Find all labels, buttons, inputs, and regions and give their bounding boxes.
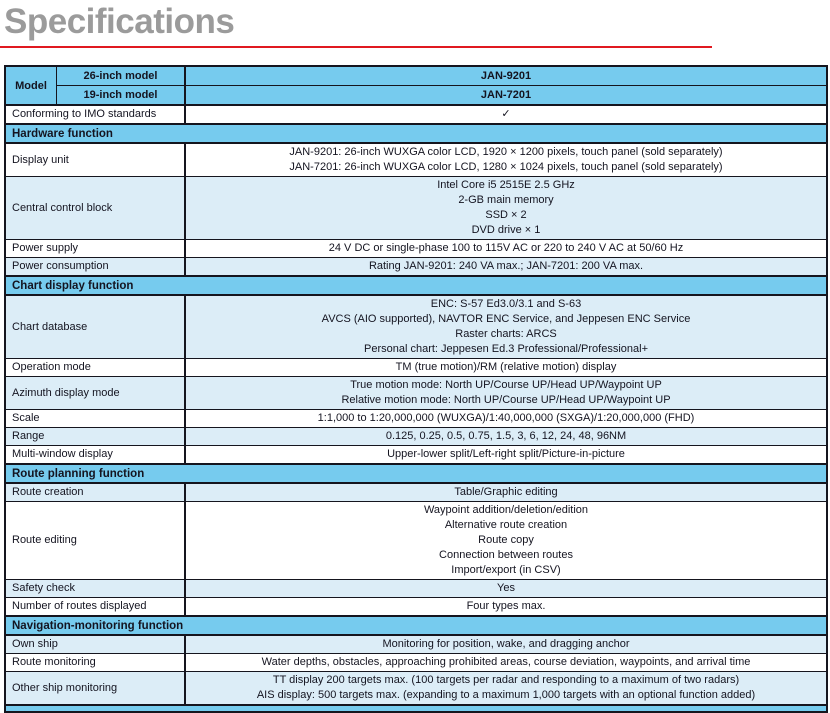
spec-value-cell (186, 258, 826, 275)
spec-table (4, 65, 828, 713)
spec-value-cell (186, 106, 826, 123)
spec-value-cell (186, 654, 826, 671)
spec-value-line: JAN-9201: 26-inch WUXGA color LCD, 1920 × 1200 pixels, touch panel (sold separately) (289, 146, 723, 158)
page-title: Specifications (4, 2, 235, 41)
spec-value-line: TT display 200 targets max. (100 targets per radar and responding to a maximum of two radars) (272, 674, 740, 686)
spec-value-cell (186, 598, 826, 615)
spec-value-line: Personal chart: Jeppesen Ed.3 Professional/Professional+ (363, 343, 649, 355)
model-header-rows (57, 67, 826, 104)
spec-value-line: 24 V DC or single-phase 100 to 115V AC or 220 to 240 V AC at 50/60 Hz (328, 242, 684, 254)
spec-value-cell (186, 672, 826, 704)
spec-row (6, 653, 826, 671)
spec-value-cell (186, 377, 826, 409)
spec-value-line: DVD drive × 1 (471, 224, 541, 236)
spec-label-cell: Range (6, 428, 186, 445)
spec-label-cell: Azimuth display mode (6, 377, 186, 409)
spec-value-cell (186, 144, 826, 176)
spec-value-cell (186, 240, 826, 257)
spec-value-line: Table/Graphic editing (454, 486, 558, 498)
spec-value-line: Yes (497, 582, 515, 594)
spec-value-cell (186, 484, 826, 501)
spec-row (6, 239, 826, 257)
spec-row (6, 376, 826, 409)
red-divider (0, 46, 712, 48)
spec-value-line: Intel Core i5 2515E 2.5 GHz (437, 179, 575, 191)
spec-label-cell: Safety check (6, 580, 186, 597)
spec-row (6, 427, 826, 445)
spec-label-cell: Own ship (6, 636, 186, 653)
spec-value-cell (186, 296, 826, 358)
spec-table-body (6, 106, 826, 711)
spec-row (6, 597, 826, 615)
spec-label-cell: Route editing (6, 502, 186, 579)
spec-value-line: Rating JAN-9201: 240 VA max.; JAN-7201: 200 VA max. (368, 260, 644, 272)
spec-row (6, 484, 826, 501)
spec-row (6, 176, 826, 239)
spec-value-line: JAN-7201: 26-inch WUXGA color LCD, 1280 × 1024 pixels, touch panel (sold separately) (289, 161, 723, 173)
spec-label-cell: Power consumption (6, 258, 186, 275)
spec-value-line: Import/export (in CSV) (451, 564, 561, 576)
spec-value-line: SSD × 2 (485, 209, 527, 221)
section-header: Route planning function (6, 463, 826, 484)
spec-value-cell (186, 428, 826, 445)
spec-label-cell: Operation mode (6, 359, 186, 376)
spec-value-line: Monitoring for position, wake, and dragging anchor (382, 638, 630, 650)
spec-value-line: Raster charts: ARCS (455, 328, 557, 340)
spec-value-cell (186, 177, 826, 239)
section-header-partial (6, 704, 826, 711)
model-size-label-19: 19-inch model (57, 86, 186, 104)
spec-value-line: Connection between routes (439, 549, 573, 561)
spec-value-line: 0.125, 0.25, 0.5, 0.75, 1.5, 3, 6, 12, 24, 48, 96NM (385, 430, 627, 442)
spec-value-line: Four types max. (466, 600, 546, 612)
spec-label-cell: Scale (6, 410, 186, 427)
spec-value-cell (186, 410, 826, 427)
spec-row (6, 636, 826, 653)
spec-value-line: Waypoint addition/deletion/edition (423, 504, 589, 516)
spec-row (6, 257, 826, 275)
spec-value-line: True motion mode: North UP/Course UP/Head UP/Waypoint UP (350, 379, 662, 391)
spec-value-line: TM (true motion)/RM (relative motion) display (395, 361, 617, 373)
spec-value-cell (186, 502, 826, 579)
spec-row (6, 671, 826, 704)
spec-value-line: Relative motion mode: North UP/Course UP/Head UP/Waypoint UP (341, 394, 671, 406)
spec-label-cell: Display unit (6, 144, 186, 176)
spec-value-cell (186, 359, 826, 376)
spec-row (6, 296, 826, 358)
spec-value-line: Upper-lower split/Left-right split/Picture-in-picture (387, 448, 625, 460)
model-row-19inch (57, 85, 826, 104)
section-header: Hardware function (6, 123, 826, 144)
spec-row (6, 501, 826, 579)
spec-label-cell: Power supply (6, 240, 186, 257)
spec-value-line: ENC: S-57 Ed3.0/3.1 and S-63 (430, 298, 582, 310)
model-value-jan7201: JAN-7201 (480, 89, 532, 101)
spec-value-line: AIS display: 500 targets max. (expanding to a maximum 1,000 targets with an optional function added) (256, 689, 756, 701)
model-value-jan9201: JAN-9201 (480, 70, 532, 82)
spec-value-cell (186, 580, 826, 597)
spec-label-cell: Route monitoring (6, 654, 186, 671)
spec-value-line: 1:1,000 to 1:20,000,000 (WUXGA)/1:40,000,000 (SXGA)/1:20,000,000 (FHD) (317, 412, 695, 424)
spec-row (6, 445, 826, 463)
model-row-26inch (57, 67, 826, 85)
spec-value-line: ✓ (501, 108, 511, 120)
spec-value-line: 2-GB main memory (458, 194, 554, 206)
spec-label-cell: Chart database (6, 296, 186, 358)
model-header-label: Model (6, 67, 57, 104)
spec-label-cell: Number of routes displayed (6, 598, 186, 615)
spec-value-cell (186, 446, 826, 463)
spec-label-cell: Other ship monitoring (6, 672, 186, 704)
spec-value-line: AVCS (AIO supported), NAVTOR ENC Service, and Jeppesen ENC Service (321, 313, 691, 325)
section-header: Chart display function (6, 275, 826, 296)
spec-value-line: Route copy (478, 534, 534, 546)
spec-label-cell: Multi-window display (6, 446, 186, 463)
spec-value-cell (186, 636, 826, 653)
spec-row (6, 144, 826, 176)
spec-row (6, 409, 826, 427)
model-header-block (6, 67, 826, 106)
spec-label-cell: Route creation (6, 484, 186, 501)
spec-row (6, 106, 826, 123)
spec-value-line: Water depths, obstacles, approaching prohibited areas, course deviation, waypoints, and arrival time (261, 656, 751, 668)
model-size-label-26: 26-inch model (57, 67, 186, 85)
spec-label-cell: Conforming to IMO standards (6, 106, 186, 123)
spec-row (6, 358, 826, 376)
spec-value-line: Alternative route creation (444, 519, 568, 531)
spec-label-cell: Central control block (6, 177, 186, 239)
spec-row (6, 579, 826, 597)
section-header: Navigation-monitoring function (6, 615, 826, 636)
